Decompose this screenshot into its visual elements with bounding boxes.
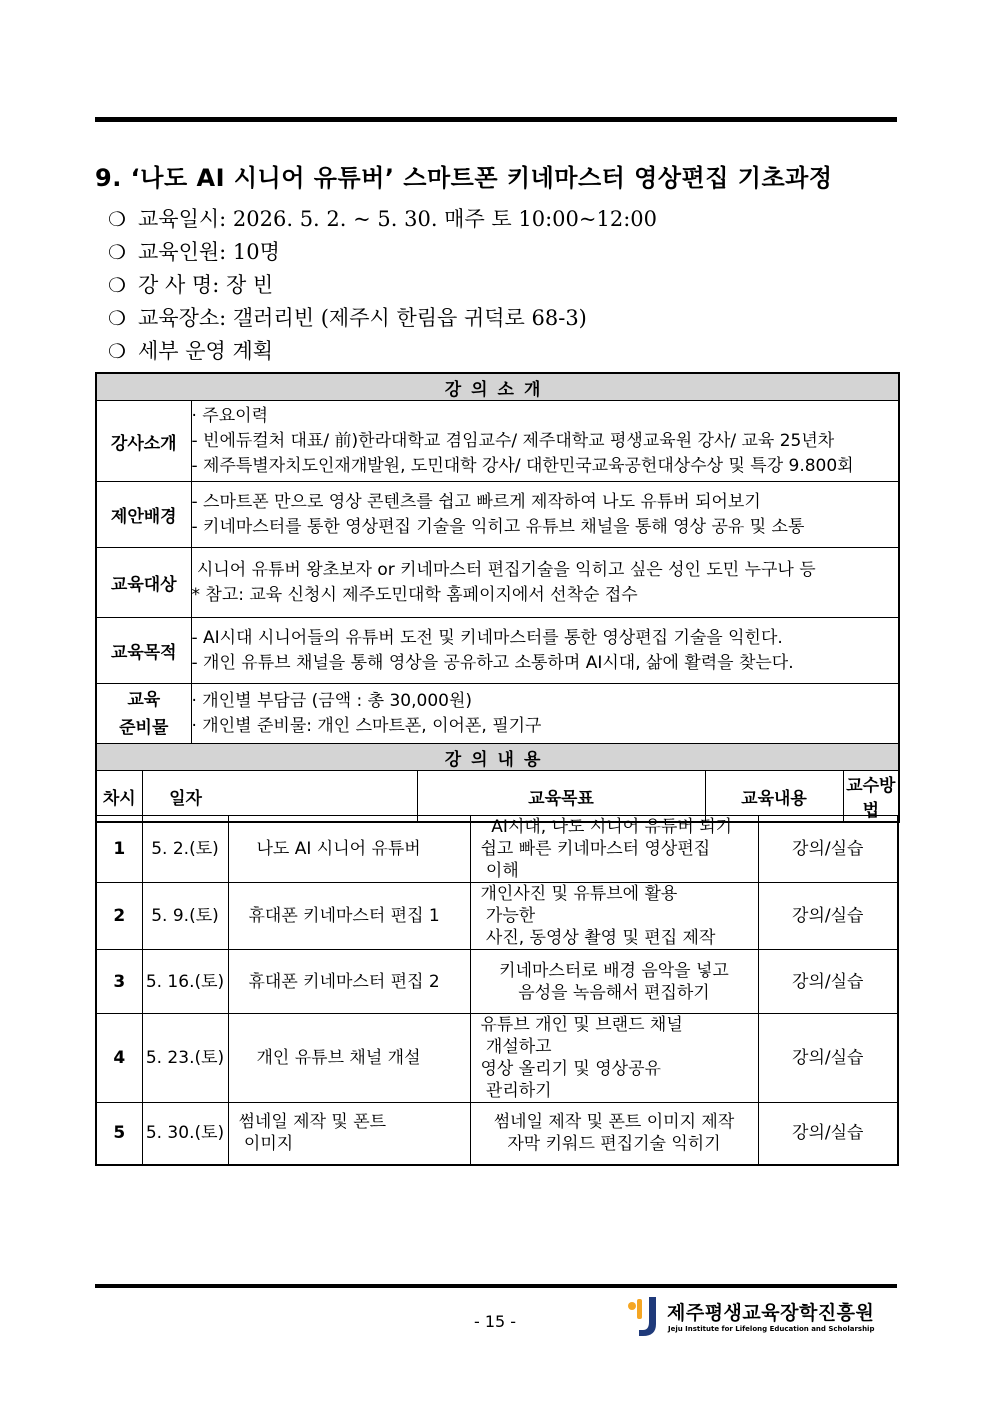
session-number: 2 <box>96 883 142 950</box>
circle-bullet-icon: ❍ <box>108 306 126 330</box>
circle-bullet-icon: ❍ <box>108 273 126 297</box>
text-line: · 개인별 준비물: 개인 스마트폰, 이어폰, 필기구 <box>191 715 542 736</box>
text-line: - 빈에듀컬처 대표/ 前)한라대학교 겸임교수/ 제주대학교 평생교육원 강사/ 교육 25년차 <box>191 430 835 451</box>
col-header-method: 교수방법 <box>843 771 899 823</box>
session-date: 5. 23.(토) <box>142 1014 228 1103</box>
date-header-label: 일자 <box>169 788 202 809</box>
circle-bullet-icon: ❍ <box>108 240 126 264</box>
session-goal <box>228 816 470 883</box>
session-content <box>470 950 758 1014</box>
session-method: 강의/실습 <box>758 816 898 883</box>
col-header-session: 차시 <box>96 771 142 823</box>
session-method: 강의/실습 <box>758 1014 898 1103</box>
purpose-info <box>191 618 899 684</box>
text-line: 자막 키워드 편집기술 익히기 <box>507 1134 721 1155</box>
course-table <box>95 372 900 823</box>
text-line: 시니어 유튜버 왕초보자 or 키네마스터 편집기술을 익히고 싶은 성인 도민 누구나 등 <box>191 559 816 580</box>
text-line: 쉽고 빠른 키네마스터 영상편집 <box>480 839 711 859</box>
table-row <box>96 816 898 883</box>
session-content <box>470 1014 758 1103</box>
org-name: 제주평생교육장학진흥원 <box>667 1302 875 1324</box>
bullet-text: 세부 운영 계획 <box>138 339 274 363</box>
text-line: - 키네마스터를 통한 영상편집 기술을 익히고 유튜브 채널을 통해 영상 공유 및 소통 <box>191 516 805 537</box>
schedule-table <box>95 815 899 1166</box>
bullet-text: 강 사 명: 장 빈 <box>138 273 274 297</box>
session-number: 4 <box>96 1014 142 1103</box>
table-row <box>96 950 898 1014</box>
session-date: 5. 2.(토) <box>142 816 228 883</box>
session-content <box>470 883 758 950</box>
org-logo-icon <box>625 1294 665 1340</box>
label-line: 준비물 <box>119 717 169 738</box>
bullet-text: 교육인원: 10명 <box>138 240 280 264</box>
overview-list <box>108 203 657 368</box>
bullet-plan <box>108 335 657 368</box>
col-header-goal: 교육목표 <box>417 771 705 823</box>
bullet-location <box>108 302 657 335</box>
bottom-rule <box>95 1284 897 1288</box>
session-number: 1 <box>96 816 142 883</box>
table-row <box>96 1103 898 1165</box>
label-line: 교육 <box>127 689 161 710</box>
text-line: 가능한 <box>480 906 536 926</box>
col-header-content: 교육내용 <box>705 771 843 823</box>
text-line: - 개인 유튜브 채널을 통해 영상을 공유하고 소통하며 AI시대, 삶에 활력을 찾는다. <box>191 652 794 673</box>
text-line: 이해 <box>480 861 519 881</box>
top-rule <box>95 117 897 122</box>
text-line: 휴대폰 키네마스터 편집 1 <box>248 906 440 926</box>
text-line: 유튜브 개인 및 브랜드 채널 <box>480 1015 683 1035</box>
text-line: 휴대폰 키네마스터 편집 2 <box>248 971 440 992</box>
text-line: 썸네일 제작 및 폰트 <box>238 1112 387 1133</box>
text-line: 키네마스터로 배경 음악을 넣고 <box>499 960 729 981</box>
text-line: 사진, 동영상 촬영 및 편집 제작 <box>480 928 716 948</box>
page-title: 9. ‘나도 AI 시니어 유튜버’ 스마트폰 키네마스터 영상편집 기초과정 <box>95 164 833 192</box>
session-content <box>470 816 758 883</box>
bullet-text: 교육장소: 갤러리빈 (제주시 한림읍 귀덕로 68-3) <box>138 306 587 330</box>
session-number: 5 <box>96 1103 142 1165</box>
session-method: 강의/실습 <box>758 950 898 1014</box>
session-date: 5. 16.(토) <box>142 950 228 1014</box>
session-goal <box>228 1014 470 1103</box>
section-header-content: 강의내용 <box>96 744 899 771</box>
org-name-en: Jeju Institute for Lifelong Education and Scholarship <box>668 1325 875 1333</box>
bullet-capacity <box>108 236 657 269</box>
text-line: 개인사진 및 유튜브에 활용 <box>480 884 678 904</box>
page-number: - 15 - <box>473 1312 517 1331</box>
table-row <box>96 1014 898 1103</box>
text-line: 영상 올리기 및 영상공유 <box>480 1059 661 1079</box>
session-date: 5. 9.(토) <box>142 883 228 950</box>
section-header-intro: 강의소개 <box>96 373 899 401</box>
text-line: 음성을 녹음해서 편집하기 <box>518 982 710 1003</box>
text-line: - 스마트폰 만으로 영상 콘텐츠를 쉽고 빠르게 제작하여 나도 유튜버 되어보기 <box>191 491 761 512</box>
text-line: 썸네일 제작 및 폰트 이미지 제작 <box>493 1112 735 1133</box>
row-label-supplies <box>96 684 191 744</box>
text-line: 나도 AI 시니어 유튜버 <box>256 839 421 859</box>
text-line: - AI시대 시니어들의 유튜버 도전 및 키네마스터를 통한 영상편집 기술을 익힌다. <box>191 627 783 648</box>
circle-bullet-icon: ❍ <box>108 207 126 231</box>
session-goal <box>228 883 470 950</box>
bullet-instructor <box>108 269 657 302</box>
supplies-info <box>191 684 899 744</box>
session-method: 강의/실습 <box>758 883 898 950</box>
row-label-background: 제안배경 <box>96 482 191 548</box>
text-line: 관리하기 <box>480 1081 552 1101</box>
text-line: AI시대, 나도 시니어 유튜버 되기 <box>480 817 733 837</box>
background-info <box>191 482 899 548</box>
org-logo <box>625 1294 900 1340</box>
text-line: * 참고: 교육 신청시 제주도민대학 홈페이지에서 선착순 접수 <box>191 584 638 605</box>
bullet-text: 교육일시: 2026. 5. 2. ~ 5. 30. 매주 토 10:00~12:00 <box>138 207 658 231</box>
row-label-target: 교육대상 <box>96 548 191 618</box>
session-date: 5. 30.(토) <box>142 1103 228 1165</box>
target-info <box>191 548 899 618</box>
session-content <box>470 1103 758 1165</box>
text-line: - 제주특별자치도인재개발원, 도민대학 강사/ 대한민국교육공헌대상수상 및 특강 9.800회 <box>191 455 854 476</box>
text-line: · 주요이력 <box>191 405 268 426</box>
text-line: · 개인별 부담금 (금액 : 총 30,000원) <box>191 690 473 711</box>
circle-bullet-icon: ❍ <box>108 339 126 363</box>
session-goal <box>228 1103 470 1165</box>
session-method: 강의/실습 <box>758 1103 898 1165</box>
row-label-purpose: 교육목적 <box>96 618 191 684</box>
text-line: 개인 유튜브 채널 개설 <box>256 1048 421 1068</box>
bullet-schedule <box>108 203 657 236</box>
session-goal <box>228 950 470 1014</box>
text-line: 개설하고 <box>480 1037 552 1057</box>
instructor-info <box>191 401 899 482</box>
text-line: 이미지 <box>238 1134 294 1155</box>
table-row <box>96 883 898 950</box>
session-number: 3 <box>96 950 142 1014</box>
row-label-instructor: 강사소개 <box>96 401 191 482</box>
